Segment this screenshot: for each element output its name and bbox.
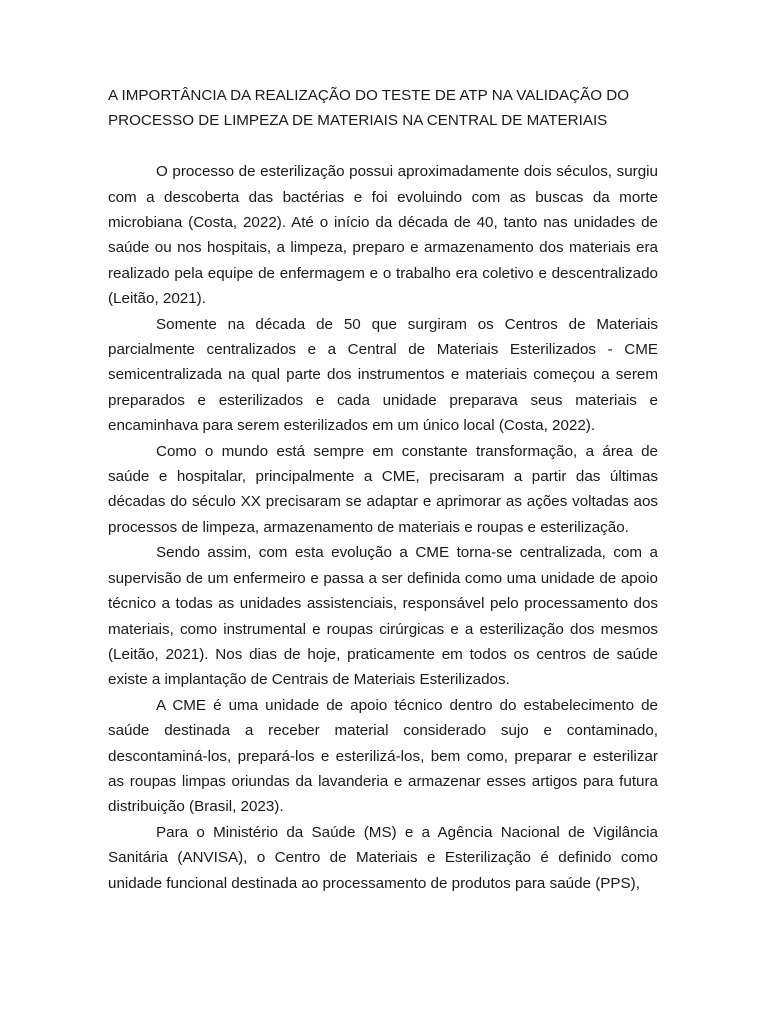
paragraph-2: Somente na década de 50 que surgiram os Centros de Materiais parcialmente centralizados e a Central de Materiais Esterilizados - CME semicentralizada na qual parte dos instrumentos e materiais começou a serem preparados e esterilizados e cada unidade preparava seus materiais e encaminhava para serem esterilizados em um único local (Costa, 2022). [108,315,658,435]
paragraph-1: O processo de esterilização possui aproximadamente dois séculos, surgiu com a descoberta das bactérias e foi evoluindo com as buscas da morte microbiana (Costa, 2022). Até o início da década de 40, tanto nas unidades de saúde ou nos hospitais, a limpeza, preparo e armazenamento dos materiais era realizado pela equipe de enfermagem e o trabalho era coletivo e descentralizado (Leitão, 2021). [108,163,658,308]
paragraph-3: Como o mundo está sempre em constante transformação, a área de saúde e hospitalar, principalmente a CME, precisaram a partir das últimas décadas do século XX precisaram se adaptar e aprimorar as ações voltadas aos processos de limpeza, armazenamento de materiais e roupas e esterilização. [108,442,658,536]
paragraph-6: Para o Ministério da Saúde (MS) e a Agência Nacional de Vigilância Sanitária (ANVISA), o Centro de Materiais e Esterilização é definido como unidade funcional destinada ao processamento de produtos para saúde (PPS), [108,823,658,892]
paragraph-5: A CME é uma unidade de apoio técnico dentro do estabelecimento de saúde destinada a receber material considerado sujo e contaminado, descontaminá-los, prepará-los e esterilizá-los, bem como, preparar e esterilizar as roupas limpas oriundas da lavanderia e armazenar esses artigos para futura distribuição (Brasil, 2023). [108,696,658,816]
document-title: A IMPORTÂNCIA DA REALIZAÇÃO DO TESTE DE ATP NA VALIDAÇÃO DO PROCESSO DE LIMPEZA DE MATERIAIS NA CENTRAL DE MATERIAIS [108,87,630,130]
paragraph-4: Sendo assim, com esta evolução a CME torna-se centralizada, com a supervisão de um enfermeiro e passa a ser definida como uma unidade de apoio técnico a todas as unidades assistenciais, responsável pelo processamento dos materiais, como instrumental e roupas cirúrgicas e a esterilização dos mesmos (Leitão, 2021). Nos dias de hoje, praticamente em todos os centros de saúde existe a implantação de Centrais de Materiais Esterilizados. [108,544,658,689]
document-page [108,83,658,896]
